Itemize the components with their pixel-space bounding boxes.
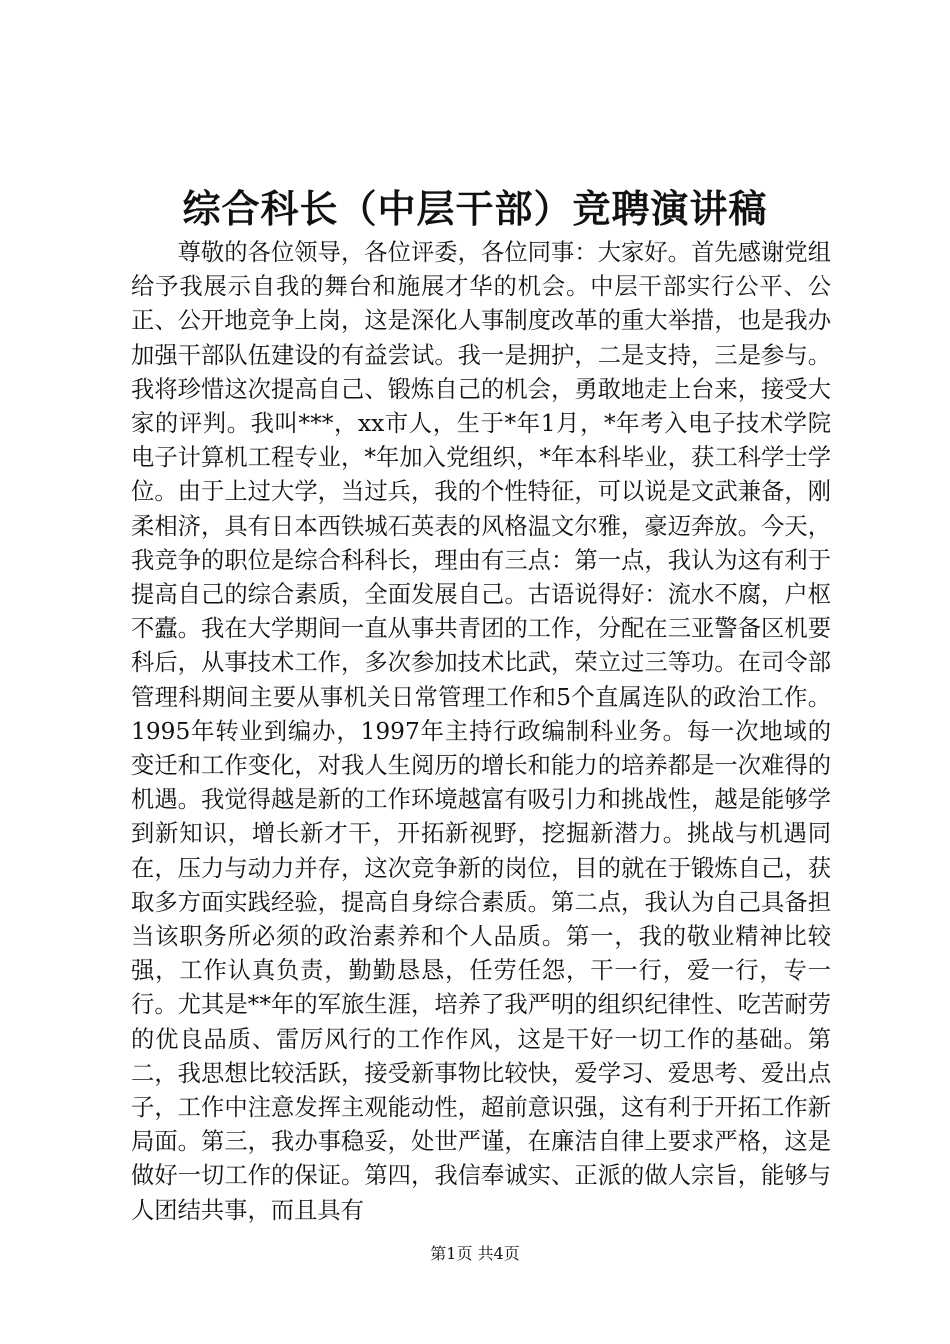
document-title: 综合科长（中层干部）竞聘演讲稿 xyxy=(182,186,768,231)
page-footer: 第1页 共4页 xyxy=(430,1244,520,1263)
speech-body-paragraph: 尊敬的各位领导，各位评委，各位同事：大家好。首先感谢党组给予我展示自我的舞台和施展才华的机会。中层干部实行公平、公正、公开地竞争上岗，这是深化人事制度改革的重大举措，也是我办加强干部队伍建设的有益尝试。我一是拥护，二是支持，三是参与。我将珍惜这次提高自己、锻炼自己的机会，勇敢地走上台来，接受大家的评判。我叫***，xx市人，生于*年1月，*年考入电子技术学院电子计算机工程专业，*年加入党组织，*年本科毕业，获工科学士学位。由于上过大学，当过兵，我的个性特征，可以说是文武兼备，刚柔相济，具有日本西铁城石英表的风格温文尔雅，豪迈奔放。今天，我竞争的职位是综合科科长，理由有三点：第一点，我认为这有利于提高自己的综合素质，全面发展自己。古语说得好：流水不腐，户枢不蠹。我在大学期间一直从事共青团的工作，分配在三亚警备区机要科后，从事技术工作，多次参加技术比武，荣立过三等功。在司令部管理科期间主要从事机关日常管理工作和5个直属连队的政治工作。1995年转业到编办，1997年主持行政编制科业务。每一次地域的变迁和工作变化，对我人生阅历的增长和能力的培养都是一次难得的机遇。我觉得越是新的工作环境越富有吸引力和挑战性，越是能够学到新知识，增长新才干，开拓新视野，挖掘新潜力。挑战与机遇同在，压力与动力并存，这次竞争新的岗位，目的就在于锻炼自己，获取多方面实践经验，提高自身综合素质。第二点，我认为自己具备担当该职务所必须的政治素养和个人品质。第一，我的敬业精神比较强，工作认真负责，勤勤恳恳，任劳任怨，干一行，爱一行，专一行。尤其是**年的军旅生涯，培养了我严明的组织纪律性、吃苦耐劳的优良品质、雷厉风行的工作作风，这是干好一切工作的基础。第二，我思想比较活跃，接受新事物比较快，爱学习、爱思考、爱出点子，工作中注意发挥主观能动性，超前意识强，这有利于开拓工作新局面。第三，我办事稳妥，处世严谨，在廉洁自律上要求严格，这是做好一切工作的保证。第四，我信奉诚实、正派的做人宗旨，能够与人团结共事，而且具有 xyxy=(131,239,831,1224)
